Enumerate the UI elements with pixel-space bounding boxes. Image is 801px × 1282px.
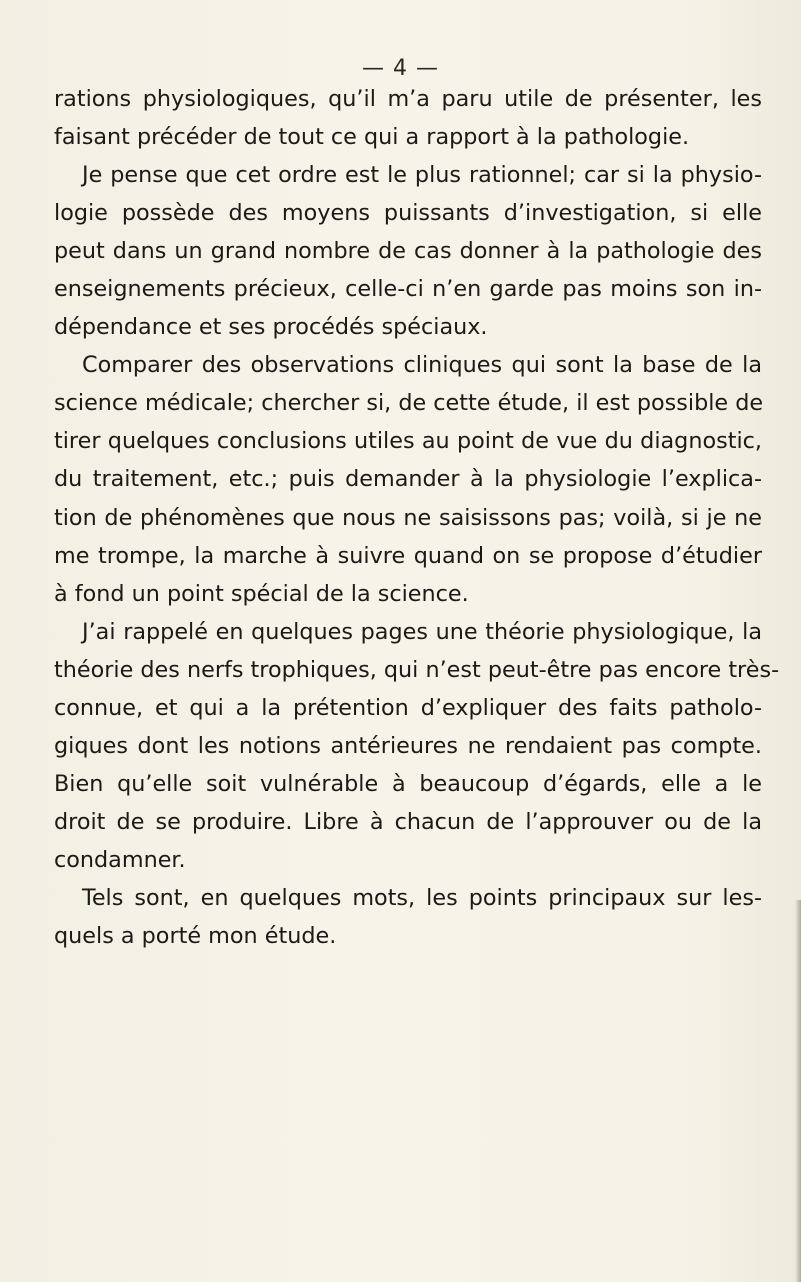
text-line: Je pense que cet ordre est le plus rationnel; car si la physio-	[82, 162, 762, 189]
text-line: tion de phénomènes que nous ne saisissons pas; voilà, si je ne	[54, 504, 762, 531]
text-line: tirer quelques conclusions utiles au point de vue du diagnostic,	[54, 428, 762, 455]
text-line: faisant précéder de tout ce qui a rapport à la pathologie.	[54, 124, 690, 151]
text-line: Tels sont, en quelques mots, les points principaux sur les-	[82, 884, 762, 911]
text-line: quels a porté mon étude.	[54, 923, 337, 950]
text-line: enseignements précieux, celle-ci n’en garde pas moins son in-	[54, 276, 762, 303]
text-line: giques dont les notions antérieures ne rendaient pas compte.	[54, 732, 762, 759]
text-line: connue, et qui a la prétention d’expliquer des faits patholo-	[54, 694, 762, 721]
page-edge-shadow	[795, 900, 801, 1282]
text-line: du traitement, etc.; puis demander à la physiologie l’explica-	[54, 466, 762, 493]
text-line: dépendance et ses procédés spéciaux.	[54, 314, 488, 341]
text-line: rations physiologiques, qu’il m’a paru utile de présenter, les	[54, 86, 762, 112]
text-line: Bien qu’elle soit vulnérable à beaucoup d’égards, elle a le	[54, 770, 762, 797]
text-line: peut dans un grand nombre de cas donner à la pathologie des	[54, 238, 762, 265]
body-text	[54, 80, 780, 955]
text-line: J’ai rappelé en quelques pages une théorie physiologique, la	[82, 618, 762, 645]
text-line: Comparer des observations cliniques qui sont la base de la	[82, 352, 762, 379]
text-line: théorie des nerfs trophiques, qui n’est peut-être pas encore très-	[54, 656, 780, 683]
text-line: droit de se produire. Libre à chacun de l’approuver ou de la	[54, 808, 762, 835]
text-line: science médicale; chercher si, de cette étude, il est possible de	[54, 390, 764, 417]
text-line: condamner.	[54, 846, 186, 873]
text-line: à fond un point spécial de la science.	[54, 580, 469, 607]
text-line: logie possède des moyens puissants d’investigation, si elle	[54, 200, 762, 227]
page-number-header: — 4 —	[362, 56, 439, 81]
text-line: me trompe, la marche à suivre quand on se propose d’étudier	[54, 542, 762, 569]
